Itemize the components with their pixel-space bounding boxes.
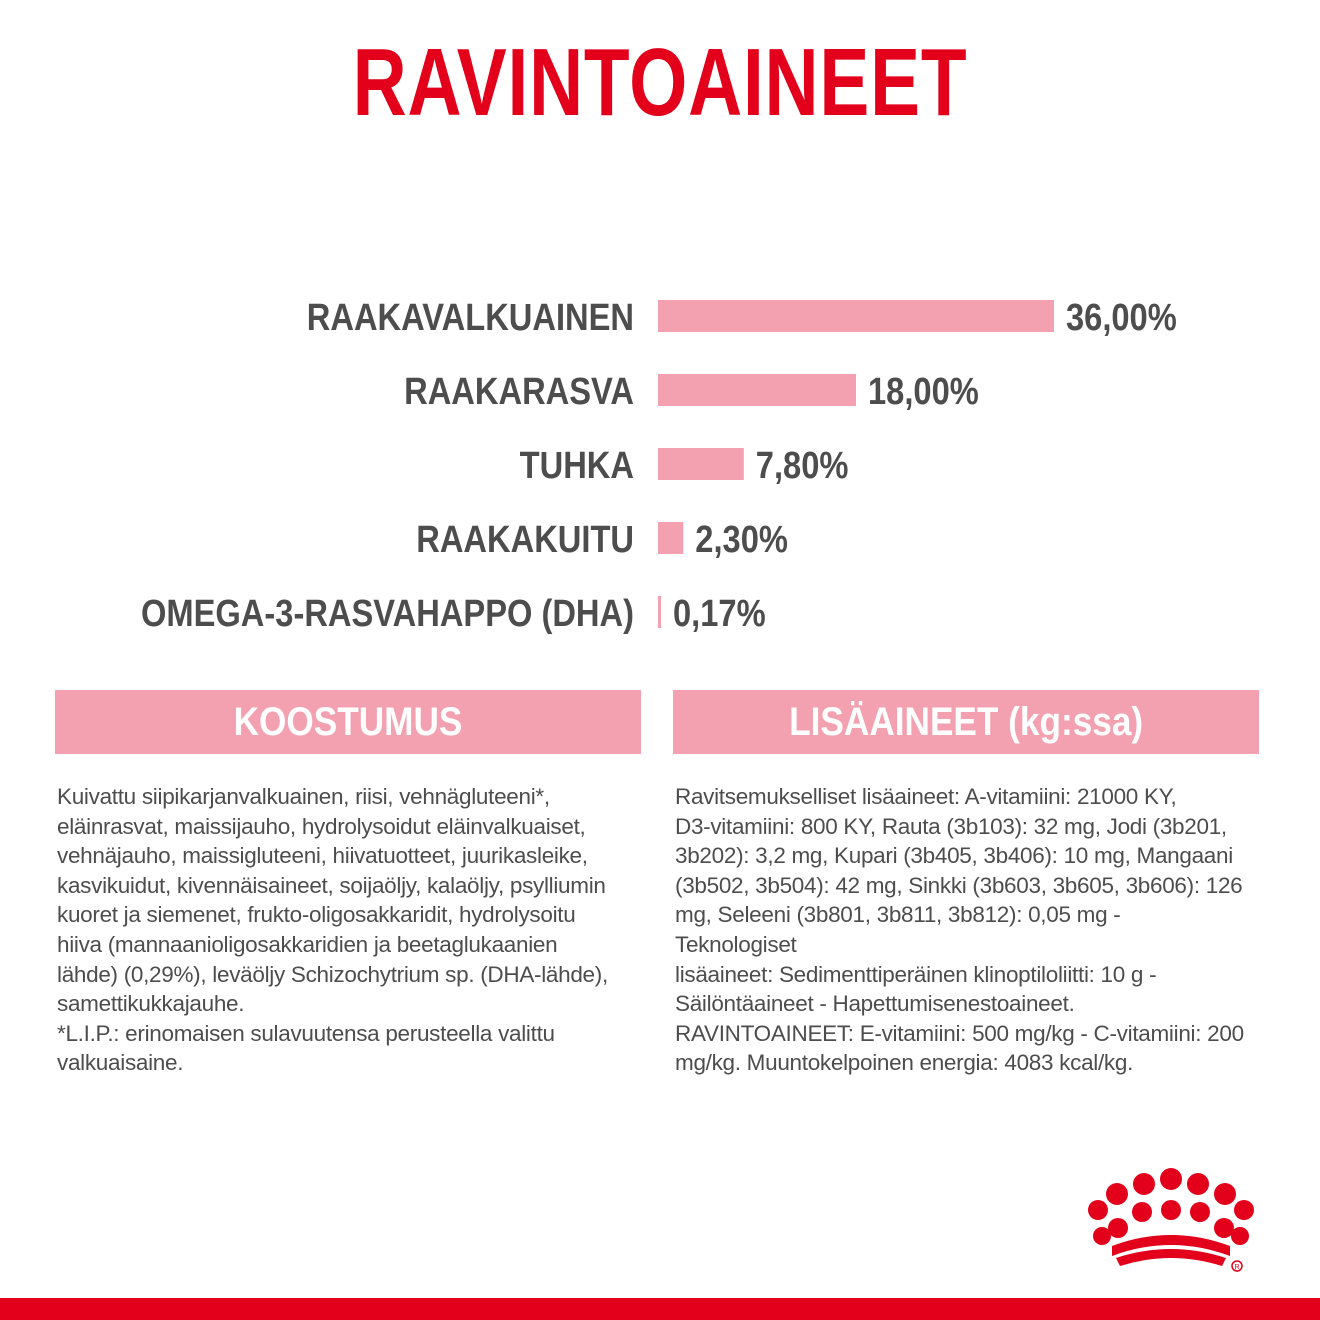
bar-label: RAAKAKUITU	[416, 517, 634, 561]
koostumus-heading-label: KOOSTUMUS	[233, 700, 463, 744]
lisaaineet-heading-label: LISÄAINEET (kg:ssa)	[788, 700, 1144, 744]
bar-label: RAAKARASVA	[404, 369, 634, 413]
bar-value-label: 7,80%	[755, 443, 849, 487]
royal-crown-icon	[1082, 1166, 1262, 1276]
lisaaineet-heading	[673, 690, 1259, 754]
svg-text:R: R	[1234, 1264, 1240, 1271]
nutrient-bar-chart	[0, 270, 1320, 650]
bar-value-label: 36,00%	[1065, 295, 1177, 339]
bar-label: RAAKAVALKUAINEN	[306, 295, 634, 339]
bottom-accent-bar	[0, 1298, 1320, 1320]
koostumus-heading	[55, 690, 641, 754]
bar	[658, 374, 856, 406]
bar	[658, 448, 744, 480]
bar-label: TUHKA	[519, 443, 634, 487]
bar-value-label: 0,17%	[672, 591, 766, 635]
lisaaineet-text: Ravitsemukselliset lisäaineet: A-vitamiini: 21000 KY, D3-vitamiini: 800 KY, Rauta (3b103): 32 mg, Jodi (3b201, 3b202): 3,2 mg, Kupari (3b405, 3b406): 10 mg, Mangaani (3b502, 3b504): 42 mg, Sinkki (3b603, 3b605, 3b606): 126 mg, Seleeni (3b801, 3b811, 3b812): 0,05 mg - Teknologiset lisäaineet: Sedimenttiperäinen klinoptiloliitti: 10 g - Säilöntäaineet - Hapettumisenestoaineet. RAVINTOAINEET: E-vitamiini: 500 mg/kg - C-vitamiini: 200 mg/kg. Muuntokelpoinen energia: 4083 kcal/kg.	[675, 784, 1244, 1076]
bar	[658, 596, 661, 628]
koostumus-text: Kuivattu siipikarjanvalkuainen, riisi, vehnägluteeni*, eläinrasvat, maissijauho, hydrolysoidut eläinvalkuaiset, vehnäjauho, maissigluteeni, hiivatuotteet, juurikasleike, kasvikuidut, kivennäisaineet, soijaöljy, kalaöljy, psylliumin kuoret ja siemenet, frukto-oligosakkaridit, hydrolysoitu hiiva (mannaanioligosakkaridien ja beetaglukaanien lähde) (0,29%), leväöljy Schizochytrium sp. (DHA-lähde), samettikukkajauhe. *L.I.P.: erinomaisen sulavuutensa perusteella valittu valkuaisaine.	[57, 784, 608, 1076]
bar	[658, 300, 1054, 332]
bar-value-label: 18,00%	[867, 369, 979, 413]
bar-label: OMEGA-3-RASVAHAPPO (DHA)	[141, 591, 635, 635]
bar	[658, 522, 683, 554]
page-title: RAVINTOAINEET	[352, 29, 968, 136]
bar-value-label: 2,30%	[695, 517, 788, 561]
